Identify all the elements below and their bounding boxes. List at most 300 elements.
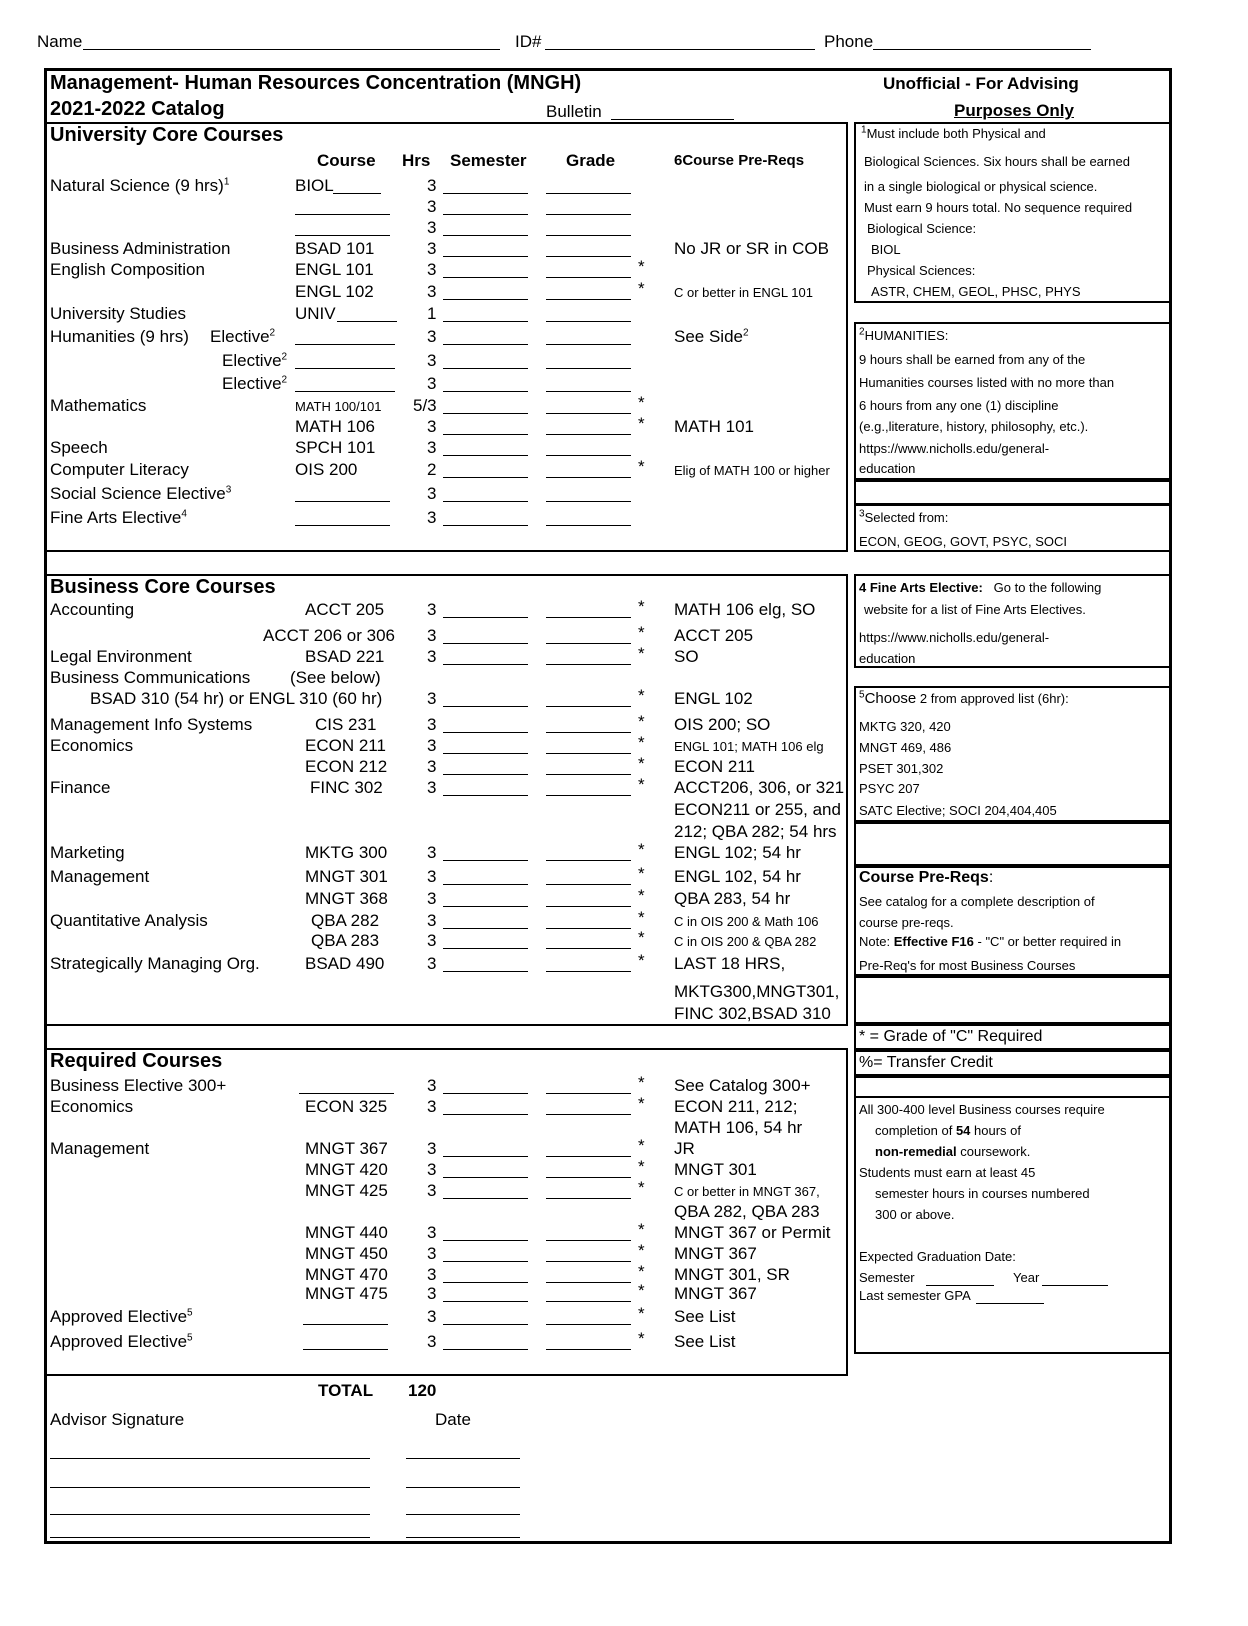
grade-field[interactable] — [546, 1261, 631, 1262]
grade-field[interactable] — [546, 753, 631, 754]
prereq-value: QBA 282, QBA 283 — [674, 1202, 820, 1221]
prereq-text — [674, 867, 801, 887]
prereq-text — [674, 1184, 820, 1199]
grade-field[interactable] — [546, 643, 631, 644]
prereq-value: C or better in MNGT 367, — [674, 1184, 820, 1199]
footnote-sup: 5 — [187, 1307, 193, 1319]
course-code: MNGT 470 — [305, 1265, 388, 1284]
year-label: Year — [1013, 1270, 1040, 1285]
course-field[interactable] — [295, 368, 395, 369]
prereq-text — [674, 626, 753, 646]
grad-semester-field[interactable] — [926, 1285, 994, 1286]
grade-field[interactable] — [546, 1282, 631, 1283]
row-label-text: Management — [50, 1139, 150, 1158]
semester-field[interactable] — [443, 368, 528, 369]
course-code: MNGT 368 — [305, 889, 388, 908]
prereq-text — [674, 1160, 757, 1180]
c-required-star: * — [638, 733, 645, 752]
credit-hours: 3 — [427, 715, 437, 734]
grade-field[interactable] — [546, 525, 631, 526]
semester-field[interactable] — [443, 732, 528, 733]
credit-hours: 3 — [427, 1284, 437, 1303]
grade-field[interactable] — [546, 391, 631, 392]
grade-field[interactable] — [546, 344, 631, 345]
note5-line: SATC Elective; SOCI 204,404,405 — [859, 803, 1057, 818]
prereq-value: MNGT 367 — [674, 1244, 757, 1263]
credit-hours: 3 — [427, 239, 437, 258]
semester-field[interactable] — [443, 617, 528, 618]
total-value: 120 — [408, 1381, 437, 1400]
footnote-sup: 2 — [281, 374, 288, 386]
prereq-last: Pre-Req's for most Business Courses — [859, 958, 1076, 973]
credit-hours: 3 — [427, 438, 437, 457]
prereq-note-b: Effective F16 — [893, 934, 974, 949]
prereq-text — [674, 1139, 695, 1159]
prereq-text — [674, 285, 813, 300]
id-field[interactable] — [545, 49, 815, 50]
grade-field[interactable] — [546, 948, 631, 949]
semester-label: Semester — [859, 1270, 915, 1285]
c-required-star: * — [638, 712, 645, 731]
semester-field[interactable] — [443, 1261, 528, 1262]
credit-hours: 3 — [427, 1076, 437, 1095]
c-required-star: * — [638, 886, 645, 905]
credit-hours: 3 — [427, 282, 437, 301]
grad-label: Expected Graduation Date: — [859, 1249, 1016, 1264]
grade-field[interactable] — [546, 1301, 631, 1302]
grade-field[interactable] — [546, 235, 631, 236]
prereq-text — [674, 1004, 831, 1024]
note2-line: https://www.nicholls.edu/general- — [859, 441, 1050, 456]
semester-field[interactable] — [443, 906, 528, 907]
note5-line: PSET 301,302 — [859, 761, 944, 776]
grade-field[interactable] — [546, 413, 631, 414]
elective-text: Elective — [222, 351, 282, 370]
semester-field[interactable] — [443, 299, 528, 300]
course-code: BSAD 490 — [305, 954, 385, 973]
course-code: MKTG 300 — [305, 843, 388, 862]
grade-field[interactable] — [546, 1114, 631, 1115]
row-label-text: Approved Elective — [50, 1307, 188, 1326]
grade-field[interactable] — [546, 706, 631, 707]
credit-hours: 3 — [427, 1160, 437, 1179]
prereq-text — [674, 1118, 802, 1138]
grade-field[interactable] — [546, 884, 631, 885]
bulletin-field[interactable] — [611, 119, 734, 120]
note1-sup: 1 — [861, 124, 867, 136]
semester-field[interactable] — [443, 1349, 528, 1350]
row-label — [50, 396, 146, 416]
grade-field[interactable] — [546, 774, 631, 775]
course-code: BSAD 221 — [305, 647, 385, 666]
note1-box — [854, 122, 1172, 303]
course-code: ACCT 206 or 306 — [263, 626, 395, 645]
semester-field[interactable] — [443, 1093, 528, 1094]
prereq-value: 212; QBA 282; 54 hrs — [674, 822, 837, 841]
col-grade: Grade — [566, 151, 616, 170]
course-field[interactable] — [303, 1349, 388, 1350]
row-label-text: English Composition — [50, 260, 205, 279]
semester-field[interactable] — [443, 413, 528, 414]
semester-field[interactable] — [443, 214, 528, 215]
prereq-value: OIS 200; SO — [674, 715, 771, 734]
footnote-sup: 1 — [223, 176, 230, 188]
semester-field[interactable] — [443, 525, 528, 526]
semester-field[interactable] — [443, 860, 528, 861]
row-label — [50, 508, 187, 528]
course-code: UNIV — [295, 304, 336, 323]
signature-line-2[interactable] — [50, 1487, 370, 1488]
credit-hours: 3 — [427, 931, 437, 950]
row-label-text: Legal Environment — [50, 647, 192, 666]
semester-field[interactable] — [443, 928, 528, 929]
biz-b: 54 — [955, 1123, 971, 1138]
note4-link[interactable]: education — [859, 651, 916, 666]
semester-field[interactable] — [443, 501, 528, 502]
note2-line: Humanities courses listed with no more than — [859, 375, 1115, 390]
semester-field[interactable] — [443, 391, 528, 392]
biz-g: semester hours in courses numbered — [875, 1186, 1090, 1201]
prereq-text — [674, 647, 699, 667]
grade-field[interactable] — [546, 434, 631, 435]
grade-field[interactable] — [546, 1198, 631, 1199]
course-code: QBA 283 — [311, 931, 380, 950]
row-label — [50, 647, 192, 667]
transfer-box — [854, 1050, 1172, 1076]
semester-field[interactable] — [443, 1198, 528, 1199]
note4-heading: 4 Fine Arts Elective: — [859, 580, 983, 595]
grade-field[interactable] — [546, 860, 631, 861]
signature-line-1[interactable] — [50, 1458, 370, 1459]
row-label — [50, 1076, 226, 1096]
row-label — [50, 1307, 193, 1327]
prereq-value: LAST 18 HRS, — [674, 954, 786, 973]
prereq-text — [674, 843, 801, 863]
prereq-value: MATH 106 elg, SO — [674, 600, 816, 619]
note5-line: PSYC 207 — [859, 781, 920, 796]
grade-field[interactable] — [546, 501, 631, 502]
semester-field[interactable] — [443, 235, 528, 236]
grade-field[interactable] — [546, 455, 631, 456]
note2-line: education — [859, 461, 916, 476]
biz-line: All 300-400 level Business courses require — [859, 1102, 1105, 1117]
prereq-text — [674, 1076, 811, 1096]
course-code: FINC 302 — [310, 778, 383, 797]
row-label-text: Computer Literacy — [50, 460, 189, 479]
credit-hours: 3 — [427, 1223, 437, 1242]
row-label — [50, 438, 108, 458]
course-field[interactable] — [303, 1324, 388, 1325]
elective-label — [210, 327, 275, 347]
row-label — [50, 304, 186, 324]
date-line-2[interactable] — [406, 1487, 520, 1488]
credit-hours: 3 — [427, 778, 437, 797]
date-line-4[interactable] — [406, 1537, 520, 1538]
credit-hours: 3 — [427, 1139, 437, 1158]
prereq-text — [674, 1097, 797, 1117]
prereq-text — [674, 689, 753, 709]
phone-field[interactable] — [873, 49, 1091, 50]
grade-field[interactable] — [546, 928, 631, 929]
grade-c-box — [854, 1024, 1172, 1050]
grade-field[interactable] — [546, 732, 631, 733]
business-req-box — [854, 1096, 1172, 1354]
note4-box — [854, 574, 1172, 668]
row-label — [50, 327, 189, 347]
prereq-value: MKTG300,MNGT301, — [674, 982, 840, 1001]
row-label — [50, 176, 229, 196]
prereq-text — [674, 739, 824, 754]
signature-line-3[interactable] — [50, 1514, 370, 1515]
prereq-text — [674, 417, 754, 437]
prereq-text — [674, 822, 837, 842]
semester-field[interactable] — [443, 774, 528, 775]
row-label — [50, 778, 110, 798]
prereq-value: See Catalog 300+ — [674, 1076, 811, 1095]
gpa-label: Last semester GPA — [859, 1288, 971, 1303]
credit-hours: 3 — [427, 508, 437, 527]
note1-line: Biological Science: — [867, 221, 977, 236]
prereq-text — [674, 914, 819, 929]
date-line-1[interactable] — [406, 1458, 520, 1459]
course-code: MNGT 425 — [305, 1181, 388, 1200]
prereq-value: FINC 302,BSAD 310 — [674, 1004, 831, 1023]
prereq-text — [674, 1332, 735, 1352]
grade-field[interactable] — [546, 321, 631, 322]
row-label — [50, 460, 189, 480]
semester-field[interactable] — [443, 344, 528, 345]
prereq-value: QBA 283, 54 hr — [674, 889, 791, 908]
c-required-star: * — [638, 908, 645, 927]
row-label — [50, 1097, 133, 1117]
grade-field[interactable] — [546, 256, 631, 257]
c-required-star: * — [638, 257, 645, 276]
row-label-text: Business Communications — [50, 668, 251, 687]
prereq-line: See catalog for a complete description of — [859, 894, 1095, 909]
row-label — [50, 867, 149, 887]
course-code: MNGT 440 — [305, 1223, 388, 1242]
credit-hours: 3 — [427, 843, 437, 862]
course-field[interactable] — [299, 1093, 394, 1094]
row-label-text: Social Science Elective — [50, 484, 226, 503]
note3-line: ECON, GEOG, GOVT, PSYC, SOCI — [859, 534, 1068, 549]
semester-field[interactable] — [443, 321, 528, 322]
footnote-sup: 2 — [269, 327, 276, 339]
semester-field[interactable] — [443, 643, 528, 644]
grade-field[interactable] — [546, 193, 631, 194]
gpa-field[interactable] — [976, 1303, 1044, 1304]
row-label-text: Speech — [50, 438, 108, 457]
date-label: Date — [435, 1410, 471, 1429]
note3-box — [854, 504, 1172, 552]
id-label: ID# — [515, 32, 542, 51]
c-required-star: * — [638, 1241, 645, 1260]
credit-hours: 3 — [427, 1265, 437, 1284]
semester-field[interactable] — [443, 455, 528, 456]
semester-field[interactable] — [443, 477, 528, 478]
semester-field[interactable] — [443, 1114, 528, 1115]
course-field[interactable] — [333, 193, 381, 194]
prereq-value: ENGL 101; MATH 106 elg — [674, 739, 824, 754]
prereq-value: ACCT 205 — [674, 626, 754, 645]
prereq-note-c: - "C" or better required in — [973, 934, 1122, 949]
c-required-star: * — [638, 1178, 645, 1197]
semester-field[interactable] — [443, 277, 528, 278]
grade-field[interactable] — [546, 1240, 631, 1241]
row-label-text: Economics — [50, 1097, 134, 1116]
course-field[interactable] — [295, 235, 390, 236]
c-required-star: * — [638, 840, 645, 859]
footnote-sup: 2 — [743, 327, 749, 339]
row-label-text: Economics — [50, 736, 134, 755]
prereq-text — [674, 327, 749, 347]
semester-field[interactable] — [443, 1177, 528, 1178]
semester-field[interactable] — [443, 1324, 528, 1325]
c-required-star: * — [638, 686, 645, 705]
grade-field[interactable] — [546, 617, 631, 618]
grade-field[interactable] — [546, 277, 631, 278]
prereq-text — [674, 1202, 820, 1222]
note2-line: HUMANITIES: — [864, 328, 949, 343]
col-course: Course — [317, 151, 376, 170]
course-code: MNGT 450 — [305, 1244, 388, 1263]
grade-field[interactable] — [546, 1324, 631, 1325]
prereq-value: C in OIS 200 & Math 106 — [674, 914, 819, 929]
credit-hours: 1 — [427, 304, 437, 323]
grade-field[interactable] — [546, 1156, 631, 1157]
course-code: (See below) — [290, 668, 381, 687]
semester-field[interactable] — [443, 1240, 528, 1241]
row-label — [50, 843, 125, 863]
business-core-heading: Business Core Courses — [50, 576, 276, 598]
bulletin-label: Bulletin — [546, 102, 602, 121]
row-label-text: BSAD 310 (54 hr) or ENGL 310 (60 hr) — [90, 689, 383, 708]
elective-text: Elective — [222, 374, 282, 393]
footnote-sup: 4 — [181, 508, 187, 520]
grade-field[interactable] — [546, 368, 631, 369]
prereq-value: See List — [674, 1332, 736, 1351]
semester-field[interactable] — [443, 753, 528, 754]
row-label — [50, 239, 230, 259]
prereq-value: ENGL 102, 54 hr — [674, 867, 801, 886]
note4-link[interactable]: https://www.nicholls.edu/general- — [859, 630, 1050, 645]
elective-label — [222, 351, 287, 371]
prereq-value: ENGL 102 — [674, 689, 753, 708]
prereq-value: ECON211 or 255, and — [674, 800, 841, 819]
grade-field[interactable] — [546, 906, 631, 907]
semester-field[interactable] — [443, 706, 528, 707]
semester-field[interactable] — [443, 256, 528, 257]
credit-hours: 3 — [427, 954, 437, 973]
row-label — [50, 911, 208, 931]
c-required-star: * — [638, 1262, 645, 1281]
course-field[interactable] — [295, 391, 395, 392]
semester-field[interactable] — [443, 948, 528, 949]
grade-field[interactable] — [546, 214, 631, 215]
prereq-value: No JR or SR in COB — [674, 239, 829, 258]
date-line-3[interactable] — [406, 1514, 520, 1515]
course-code: MNGT 475 — [305, 1284, 388, 1303]
prereq-text — [674, 934, 816, 949]
course-field[interactable] — [337, 321, 397, 322]
prereq-value: See List — [674, 1307, 736, 1326]
semester-field[interactable] — [443, 1301, 528, 1302]
semester-field[interactable] — [443, 664, 528, 665]
prereq-text — [674, 1223, 831, 1243]
name-field[interactable] — [83, 49, 500, 50]
semester-field[interactable] — [443, 1282, 528, 1283]
row-label-text: Business Administration — [50, 239, 231, 258]
row-label-text: Business Elective 300+ — [50, 1076, 227, 1095]
row-label — [50, 484, 231, 504]
grade-field[interactable] — [546, 1177, 631, 1178]
grade-field[interactable] — [546, 1093, 631, 1094]
prereq-text — [674, 1265, 790, 1285]
prereq-value: MATH 106, 54 hr — [674, 1118, 803, 1137]
credit-hours: 3 — [427, 484, 437, 503]
course-field[interactable] — [295, 344, 395, 345]
grade-field[interactable] — [546, 795, 631, 796]
col-semester: Semester — [450, 151, 527, 170]
course-code: MATH 106 — [295, 417, 375, 436]
footnote-sup: 3 — [225, 484, 232, 496]
grade-field[interactable] — [546, 1349, 631, 1350]
course-field[interactable] — [295, 525, 390, 526]
signature-line-4[interactable] — [50, 1537, 370, 1538]
grade-c-legend: * = Grade of "C" Required — [859, 1028, 1043, 1045]
c-required-star: * — [638, 1304, 645, 1323]
semester-field[interactable] — [443, 193, 528, 194]
prereq-text — [674, 463, 830, 478]
semester-field[interactable] — [443, 795, 528, 796]
course-code: MNGT 420 — [305, 1160, 388, 1179]
grade-field[interactable] — [546, 477, 631, 478]
note5-line: MNGT 469, 486 — [859, 740, 952, 755]
course-field[interactable] — [295, 501, 390, 502]
footnote-sup: 2 — [281, 351, 288, 363]
prereq-text — [674, 1284, 757, 1304]
semester-field[interactable] — [443, 884, 528, 885]
semester-field[interactable] — [443, 1156, 528, 1157]
c-required-star: * — [638, 1281, 645, 1300]
c-required-star: * — [638, 597, 645, 616]
course-code: OIS 200 — [295, 460, 358, 479]
credit-hours: 3 — [427, 417, 437, 436]
semester-field[interactable] — [443, 971, 528, 972]
grade-field[interactable] — [546, 664, 631, 665]
prereq-text — [674, 239, 829, 259]
grade-field[interactable] — [546, 299, 631, 300]
prereq-text — [674, 757, 755, 777]
semester-field[interactable] — [443, 434, 528, 435]
credit-hours: 3 — [427, 867, 437, 886]
name-label: Name — [37, 32, 83, 51]
unofficial-line1: Unofficial - For Advising — [883, 74, 1079, 93]
c-required-star: * — [638, 1073, 645, 1092]
footnote-sup: 5 — [187, 1332, 193, 1344]
note3-line: Selected from: — [864, 510, 949, 525]
course-field[interactable] — [295, 214, 390, 215]
credit-hours: 3 — [427, 736, 437, 755]
note1-line: Physical Sciences: — [867, 263, 976, 278]
grad-year-field[interactable] — [1042, 1285, 1108, 1286]
note4-text: Go to the following — [993, 580, 1102, 595]
grade-field[interactable] — [546, 971, 631, 972]
row-label-text: Humanities (9 hrs) — [50, 327, 189, 346]
prereq-value: C or better in ENGL 101 — [674, 285, 813, 300]
biz-a: completion of — [875, 1123, 956, 1138]
credit-hours: 3 — [427, 1181, 437, 1200]
